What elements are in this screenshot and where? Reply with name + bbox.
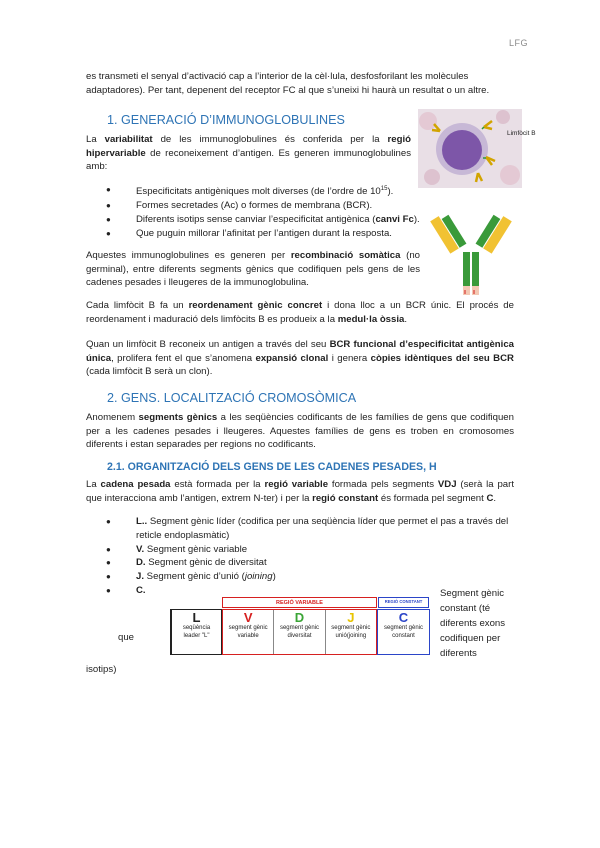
recombination-paragraph: Aquestes immunoglobulines es generen per recombinació somàtica (no germinal), entre diferents segments gènics que codifiquen pels gens de les cadenes pesades i lleugeres de la immunoglobulina. <box>86 250 420 289</box>
lymphocyte-illustration <box>418 109 522 188</box>
segment-C <box>377 609 430 655</box>
list-item: ● L.. Segment gènic líder (codifica per una seqüència líder que permet el pas a través del reticle endoplasmàtic) <box>106 515 516 543</box>
segment-description: segment gènic unió(joining <box>331 625 371 639</box>
section-1-paragraph: La variabilitat de les immunoglobulines és conferida per la regió hipervariable de reconeixement d’antigen. Es generen immunoglobulines amb: <box>86 134 411 173</box>
lymphocyte-label: Limfòcit B <box>507 130 536 137</box>
segment-letter: C <box>398 610 409 625</box>
segment-row <box>170 609 430 655</box>
description-line: Segment gènic <box>440 588 504 599</box>
intro-line: adaptadores). Per tant, depenent del receptor FC al que s’uneixi hi haurà un resultat o un altre. <box>86 84 490 96</box>
description-line: diferents exons <box>440 618 506 629</box>
segment-description: segment gènic constant <box>383 625 424 639</box>
segment-D <box>274 610 325 654</box>
segment-L <box>170 609 222 655</box>
clonal-expansion-paragraph: Quan un limfòcit B reconeix un antigen a través del seu BCR funcional d’especificitat antigènica única, prolifera fent el que s’anomena expansió clonal i genera còpies idèntiques del seu BCR (cada limfòcit B serà un clon). <box>86 339 514 378</box>
description-line: diferents <box>440 648 477 659</box>
segment-J <box>326 610 376 654</box>
description-line: codifiquen per <box>440 633 501 644</box>
rearrangement-paragraph: Cada limfòcit B fa un reordenament gènic concret i dona lloc a un BCR únic. El procés de reordenament i maduració dels limfòcits B es produeix a la medul·la òssia. <box>86 300 514 325</box>
wrap-text-after: isotips) <box>86 664 117 675</box>
subsection-title: 2.1. ORGANITZACIÓ DELS GENS DE LES CADENES PESADES, H <box>107 461 437 473</box>
variable-region-label: REGIÓ VARIABLE <box>222 597 377 608</box>
segment-V <box>223 610 274 654</box>
list-item: ● V. Segment gènic variable <box>106 543 516 557</box>
gene-segments-paragraph: Anomenem segments gènics a les seqüències codificants de les famílies de gens que codifiquen per a les cadenes pesades i lleugeres. Aquestes famílies de gens es troben en cromosomes diferents i estan separades per regions no codificants. <box>86 412 514 451</box>
list-item: ● Especificitats antigèniques molt diverses (de l’ordre de $10^{15}$). <box>106 183 426 199</box>
list-item: ● Formes secretades (Ac) o formes de membrana (BCR). <box>106 199 426 213</box>
list-item: ● Diferents isotips sense canviar l’especificitat antigènica (canvi Fc). <box>106 213 426 227</box>
segment-description: segment gènic diversitat <box>279 625 319 639</box>
antibody-image <box>425 210 517 296</box>
list-item: ● D. Segment gènic de diversitat <box>106 556 516 570</box>
list-item: ● C. <box>106 584 516 598</box>
constant-segment-description <box>440 586 515 661</box>
variable-region <box>222 609 377 655</box>
segment-letter: L <box>192 610 201 625</box>
heavy-chain-gene-diagram <box>170 597 432 657</box>
segment-description: seqüència leader "L" <box>182 625 211 639</box>
segment-description: segment gènic variable <box>228 625 268 639</box>
list-item: ● J. Segment gènic d’unió (joining) <box>106 570 516 584</box>
specificity-bullet-list <box>106 183 426 240</box>
segment-letter: V <box>243 610 253 625</box>
segment-letter: D <box>294 610 305 625</box>
antibody-illustration <box>425 210 517 296</box>
description-line: constant (té <box>440 603 491 614</box>
section-1-title: 1. GENERACIÓ D’IMMUNOGLOBULINES <box>107 113 345 127</box>
wrap-text-left: que <box>118 632 135 643</box>
list-item: ● Que puguin millorar l’afinitat per l’antigen durant la resposta. <box>106 227 426 241</box>
intro-paragraph <box>86 70 514 97</box>
constant-region-label: REGIÓ CONSTANT <box>378 597 429 608</box>
page-header-initials: LFG <box>508 38 528 48</box>
heavy-chain-paragraph: La cadena pesada està formada per la regió variable formada pels segments VDJ (serà la part que interacciona amb l’antigen, extrem N-ter) i per la regió constant és formada pel segment C. <box>86 479 514 504</box>
segment-letter: J <box>347 610 355 625</box>
lymphocyte-image <box>418 109 522 188</box>
intro-line: es transmeti el senyal d’activació cap a l’interior de la cèl·lula, desfosforilant les molècules <box>86 71 469 82</box>
section-2-title: 2. GENS. LOCALITZACIÓ CROMOSÒMICA <box>107 391 357 405</box>
